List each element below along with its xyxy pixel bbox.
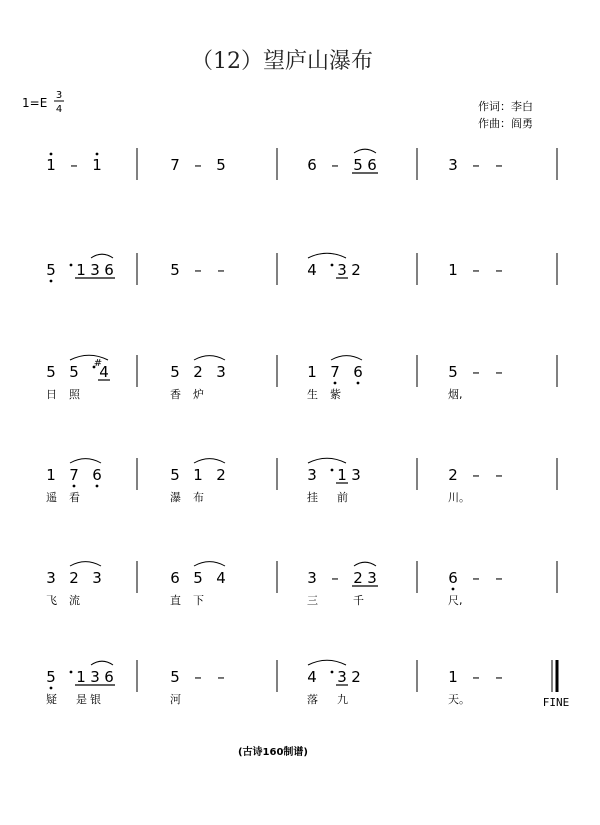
sustain-dash: – [495,363,503,381]
slur [308,660,346,665]
lyric-syllable: 直 [170,594,181,607]
measure [448,253,557,285]
note: 3 [216,363,226,381]
note: 2 [353,569,363,587]
song-title: （12）望庐山瀑布 [191,49,373,74]
key-prefix: 1=E [22,96,48,110]
score-row [46,660,557,706]
note: 3 [367,569,377,587]
slur [308,458,346,463]
note: 5 [448,363,458,381]
measure [307,660,417,706]
slur [194,459,225,463]
lyric-syllable: 挂 [307,491,318,504]
sustain-dash: – [331,156,339,174]
sustain-dash: – [472,156,480,174]
lyric-syllable: 照 [69,388,80,401]
note: 7 [69,466,79,484]
lyric-syllable: 看 [69,491,80,504]
note: 1 [76,668,86,686]
measure [307,355,417,401]
octave-down-dot [452,588,455,591]
note: 3 [307,466,317,484]
lyric-syllable: 九 [337,693,348,706]
measure [46,561,137,607]
sustain-dash: – [472,466,480,484]
note: 5 [193,569,203,587]
note: 5 [46,261,56,279]
lyric-syllable: 河 [170,693,181,706]
footer-note: (古诗160制谱) [237,747,309,758]
slur [91,661,113,665]
note: 7 [170,156,180,174]
note: 3 [351,466,361,484]
note: 5 [170,668,180,686]
note: 1 [448,261,458,279]
time-denominator: 4 [55,104,63,115]
slur [331,356,362,360]
score-row [46,253,557,285]
slur [70,562,101,566]
sustain-dash: – [495,156,503,174]
sustain-dash: – [472,363,480,381]
lyric-syllable: 前 [337,491,348,504]
octave-down-dot [357,382,360,385]
composer-credit: 作曲：阎勇 [478,117,533,130]
lyric-syllable: 生 [307,388,318,401]
octave-down-dot [334,382,337,385]
note: 5 [69,363,79,381]
measure [307,253,417,285]
sustain-dash: – [472,261,480,279]
slur [91,254,113,258]
augmentation-dot [70,264,73,267]
note: 4 [307,668,317,686]
note: 5 [170,466,180,484]
measure [170,148,277,180]
slur [308,253,346,258]
note: 4 [99,363,109,381]
octave-down-dot [96,485,99,488]
lyric-syllable: 紫 [330,388,341,401]
note: 6 [448,569,458,587]
measure [448,148,557,180]
measure [170,355,277,401]
note: 1 [448,668,458,686]
note: 3 [92,569,102,587]
note: 1 [307,363,317,381]
lyric-syllable: 千 [353,594,364,607]
time-numerator: 3 [55,90,63,101]
lyric-syllable: 遥 [46,491,57,504]
note: 4 [307,261,317,279]
note: 1 [337,466,347,484]
augmentation-dot [331,264,334,267]
note: 1 [46,466,56,484]
note: 1 [46,156,56,174]
lyricist-credit: 作词：李白 [478,100,533,113]
note: 2 [448,466,458,484]
lyric-syllable: 炉 [193,388,204,401]
measure [170,458,277,504]
augmentation-dot [331,469,334,472]
sharp-accidental: # [93,358,103,369]
lyric-syllable: 三 [307,594,318,607]
augmentation-dot [70,671,73,674]
measure [46,253,137,285]
octave-up-dot [96,153,99,156]
measure [307,148,417,180]
note: 5 [170,363,180,381]
slur [194,562,225,566]
note: 6 [353,363,363,381]
note: 1 [76,261,86,279]
octave-down-dot [50,687,53,690]
note: 3 [337,668,347,686]
sustain-dash: – [217,261,225,279]
slur [354,562,376,566]
sustain-dash: – [194,668,202,686]
note: 6 [104,668,114,686]
sustain-dash: – [495,668,503,686]
key-signature [22,90,64,115]
note: 5 [46,363,56,381]
note: 2 [351,668,361,686]
lyric-syllable: 流 [69,594,80,607]
note: 2 [69,569,79,587]
fine-marker: FINE [542,696,570,709]
score-rows [46,148,557,706]
note: 6 [367,156,377,174]
note: 1 [92,156,102,174]
measure [170,253,277,285]
lyric-syllable: 飞 [46,594,57,607]
sustain-dash: – [495,569,503,587]
note: 3 [46,569,56,587]
note: 2 [351,261,361,279]
score-row [46,355,557,401]
measure [448,458,557,504]
lyric-syllable: 下 [193,594,204,607]
octave-down-dot [50,280,53,283]
sustain-dash: – [495,466,503,484]
lyric-syllable: 疑 [46,693,57,706]
sustain-dash: – [194,156,202,174]
measure [46,660,137,706]
note: 6 [307,156,317,174]
note: 1 [193,466,203,484]
measure [46,458,137,504]
score-row [46,148,557,180]
measure [448,561,557,607]
measure [307,458,417,504]
lyric-syllable: 尺, [448,594,463,607]
measure [448,660,557,706]
lyric-syllable: 布 [193,491,204,504]
score-row [46,458,557,504]
sustain-dash: – [472,668,480,686]
note: 5 [353,156,363,174]
sustain-dash: – [217,668,225,686]
sustain-dash: – [70,156,78,174]
note: 2 [216,466,226,484]
note: 3 [90,261,100,279]
augmentation-dot [331,671,334,674]
slur [354,149,376,153]
note: 3 [307,569,317,587]
lyric-syllable: 烟, [448,388,463,401]
lyric-syllable: 落 [307,693,318,706]
credits [478,99,533,130]
sustain-dash: – [472,569,480,587]
measure [46,148,137,180]
measure [46,355,137,401]
measure [170,660,277,706]
note: 6 [104,261,114,279]
lyric-syllable: 瀑 [170,491,181,504]
note: 5 [46,668,56,686]
measure [170,561,277,607]
sustain-dash: – [194,261,202,279]
sustain-dash: – [331,569,339,587]
note: 5 [216,156,226,174]
lyric-syllable: 银 [90,693,101,706]
slur [70,355,108,360]
measure [448,355,557,401]
note: 7 [330,363,340,381]
note: 3 [90,668,100,686]
lyric-syllable: 天。 [448,693,470,706]
note: 6 [92,466,102,484]
lyric-syllable: 香 [170,388,181,401]
octave-up-dot [50,153,53,156]
lyric-syllable: 是 [76,693,87,706]
note: 3 [448,156,458,174]
score-row [46,561,557,607]
note: 6 [170,569,180,587]
note: 2 [193,363,203,381]
slur [70,459,101,463]
lyric-syllable: 川。 [448,491,470,504]
note: 5 [170,261,180,279]
note: 3 [337,261,347,279]
octave-down-dot [73,485,76,488]
measure [307,561,417,607]
sustain-dash: – [495,261,503,279]
lyric-syllable: 日 [46,388,57,401]
note: 4 [216,569,226,587]
slur [194,356,225,360]
